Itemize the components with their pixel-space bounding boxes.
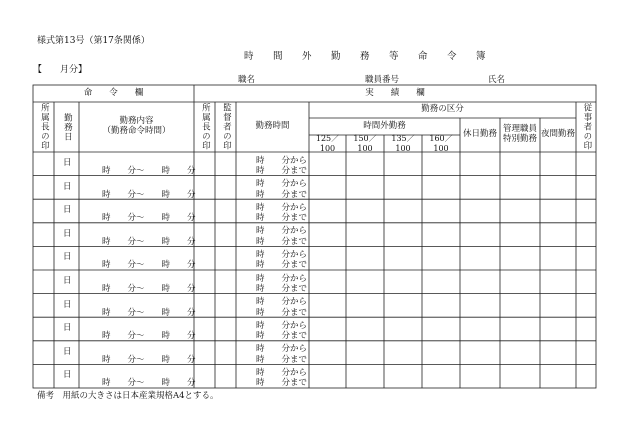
rate-150-header: 150／100 <box>353 134 377 153</box>
row-ordered-time: 時 分～ 時 分 <box>102 260 196 271</box>
order-section-header: 命 令 欄 <box>83 87 144 98</box>
holiday-work-header: 休日勤務 <box>462 129 497 140</box>
ordered-time-header: （勤務命令時間） <box>102 126 171 136</box>
manager-special-header-line2: 特別勤務 <box>502 134 537 144</box>
form-number: 様式第13号（第17条関係） <box>37 36 150 46</box>
row-time-from: 時 分から <box>256 320 308 331</box>
row-time-from: 時 分から <box>256 367 308 378</box>
row-ordered-time: 時 分～ 時 分 <box>102 284 196 294</box>
overtime-header: 時間外勤務 <box>363 120 406 131</box>
row-ordered-time: 時 分～ 時 分 <box>102 236 196 247</box>
row-time-from: 時 分から <box>256 273 308 284</box>
row-ordered-time: 時 分～ 時 分 <box>102 378 196 389</box>
row-day-label: 日 <box>63 346 72 357</box>
row-time-until: 時 分まで <box>256 166 308 176</box>
row-time-until: 時 分まで <box>256 260 308 271</box>
row-ordered-time: 時 分～ 時 分 <box>102 166 196 176</box>
row-time-from: 時 分から <box>256 179 308 190</box>
document-title: 時 間 外 勤 務 等 命 令 簿 <box>244 51 491 62</box>
row-time-until: 時 分まで <box>256 189 308 200</box>
footnote: 備考 用紙の大きさは日本産業規格A4とする。 <box>37 391 219 401</box>
row-day-label: 日 <box>63 181 72 192</box>
overseer-seal-header: 監督者の印 <box>221 103 232 151</box>
row-time-until: 時 分まで <box>256 331 308 342</box>
row-time-from: 時 分から <box>256 297 308 308</box>
row-time-from: 時 分から <box>256 226 308 237</box>
work-day-header: 勤務日 <box>62 112 73 142</box>
row-day-label: 日 <box>63 252 72 263</box>
row-time-until: 時 分まで <box>256 236 308 247</box>
row-day-label: 日 <box>63 276 72 286</box>
row-time-until: 時 分まで <box>256 213 308 224</box>
manager-special-header-line1: 管理職員 <box>502 124 537 135</box>
row-ordered-time: 時 分～ 時 分 <box>102 213 196 224</box>
row-day-label: 日 <box>63 370 72 381</box>
rate-125-header: 125／100 <box>315 134 340 153</box>
row-day-label: 日 <box>63 299 72 310</box>
work-time-header: 勤務時間 <box>255 121 290 132</box>
month-label: 【 月分】 <box>33 65 88 75</box>
row-time-until: 時 分まで <box>256 378 308 389</box>
row-day-label: 日 <box>63 158 72 168</box>
night-work-header: 夜間勤務 <box>540 129 575 140</box>
row-ordered-time: 時 分～ 時 分 <box>102 354 196 365</box>
row-time-from: 時 分から <box>256 202 308 213</box>
row-time-until: 時 分まで <box>256 354 308 365</box>
row-ordered-time: 時 分～ 時 分 <box>102 331 196 342</box>
employee-number-label: 職員番号 <box>365 75 400 85</box>
row-day-label: 日 <box>63 323 72 334</box>
row-time-from: 時 分から <box>256 344 308 355</box>
supervisor-seal-actual-header: 所属長の印 <box>200 103 211 151</box>
row-time-until: 時 分まで <box>256 307 308 318</box>
actual-section-header: 実 績 欄 <box>365 87 425 98</box>
row-time-from: 時 分から <box>256 249 308 260</box>
rate-135-header: 135／100 <box>391 134 415 153</box>
supervisor-seal-header: 所属長の印 <box>39 103 50 151</box>
post-label: 職名 <box>238 75 256 85</box>
rate-160-header: 160／100 <box>429 134 453 153</box>
row-time-until: 時 分まで <box>256 284 308 294</box>
row-day-label: 日 <box>63 228 72 239</box>
row-ordered-time: 時 分～ 時 分 <box>102 189 196 200</box>
row-ordered-time: 時 分～ 時 分 <box>102 307 196 318</box>
name-label: 氏名 <box>488 75 506 85</box>
row-time-from: 時 分から <box>256 155 308 166</box>
work-category-header: 勤務の区分 <box>421 104 464 115</box>
worker-seal-header: 従事者の印 <box>581 103 592 151</box>
row-day-label: 日 <box>63 205 72 216</box>
work-content-header: 勤務内容 <box>119 116 154 127</box>
